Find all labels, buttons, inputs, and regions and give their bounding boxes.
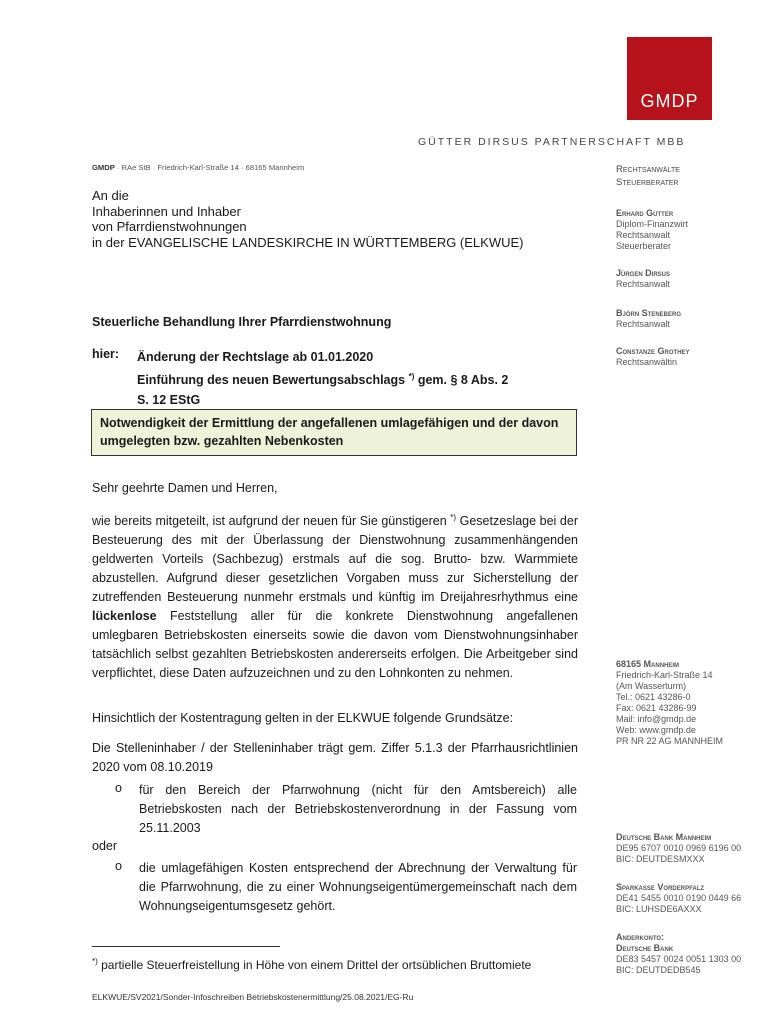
hier-line-2-b: gem. § 8 Abs. 2 <box>414 373 509 388</box>
office-title: 68165 Mannheim <box>616 659 680 669</box>
bank-line: DE95 6707 0010 0969 6196 00 <box>616 843 742 853</box>
para1-bold: lückenlose <box>92 609 157 624</box>
sidebar-title-2: Steuerberater <box>616 177 679 188</box>
partner-role: Steuerberater <box>616 241 672 251</box>
body-paragraph-2: Hinsichtlich der Kostentragung gelten in der ELKWUE folgende Grundsätze: <box>92 711 514 725</box>
partner-name: Björn Steneberg <box>616 308 682 318</box>
partner-role: Rechtsanwältin <box>616 357 678 367</box>
recipient-line: Inhaberinnen und Inhaber <box>92 203 241 219</box>
footnote-marker: *) <box>450 513 457 522</box>
bank-entry <box>616 832 741 865</box>
bank-title-2: Deutsche Bank <box>616 943 674 953</box>
partner-role: Rechtsanwalt <box>616 279 671 289</box>
salutation: Sehr geehrte Damen und Herren, <box>92 481 278 495</box>
footnote <box>92 957 531 972</box>
bank-line: BIC: DEUTDEDB545 <box>616 965 701 975</box>
gmdp-logo <box>627 37 712 120</box>
hier-line-2 <box>137 367 567 390</box>
partner-entry <box>616 308 681 330</box>
partner-name: Constanze Grothey <box>616 346 690 356</box>
recipient-address <box>92 188 524 250</box>
office-line: Mail: info@gmdp.de <box>616 714 697 724</box>
footnote-divider <box>92 946 280 947</box>
recipient-line: An die <box>92 188 129 203</box>
partner-role: Diplom-Finanzwirt <box>616 219 689 229</box>
bank-line: DE41 5455 0010 0190 0449 66 <box>616 893 742 903</box>
bank-title: Anderkonto: <box>616 932 665 942</box>
office-line: Fax: 0621 43286-99 <box>616 703 697 713</box>
firm-name: GÜTTER DIRSUS PARTNERSCHAFT MBB <box>418 136 686 148</box>
highlight-box: Notwendigkeit der Ermittlung der angefallenen umlagefähigen und der davon umgelegten bzw. gezahlten Nebenkosten <box>91 409 577 456</box>
logo-text: GMDP <box>640 91 699 111</box>
bank-entry <box>616 882 741 915</box>
para1-b: Gesetzeslage bei der Besteuerung des mit der Überlassung der Dienstwohnung zusammenhängenden geldwerten Vorteils (Sachbezug) erstmals auf die sog. Brutto- bzw. Warmmiete abzustellen. Aufgrund dieser gesetzlichen Vorgaben muss zur Sicherstellung der zutreffenden Besteuerung nunmehr erstmals und künftig im Dreijahresrhythmus eine <box>92 514 578 605</box>
bullet-marker: o <box>115 859 122 873</box>
sender-address: · RAe StB · Friedrich-Karl-Straße 14 · 68165 Mannheim <box>114 163 305 172</box>
sidebar-title-1: Rechtsanwälte <box>616 164 680 175</box>
bank-line: BIC: LUHSDE6AXXX <box>616 904 702 914</box>
footnote-text: partielle Steuerfreistellung in Höhe von einem Drittel der ortsüblichen Bruttomiete <box>97 958 532 972</box>
office-address <box>616 659 723 747</box>
recipient-line: von Pfarrdienstwohnungen <box>92 219 247 234</box>
bullet-item: die umlagefähigen Kosten entsprechend der Abrechnung der Verwaltung für die Pfarrwohnung, die zu einer Wohnungseigentümergemeinschaft nach dem Wohnungseigentumsgesetz gehört. <box>139 861 577 913</box>
hier-label: hier: <box>92 347 120 361</box>
bullet-item: für den Bereich der Pfarrwohnung (nicht für den Amtsbereich) alle Betriebskosten nach der Betriebskostenverordnung in der Fassung vom 25.11.2003 <box>139 783 577 835</box>
para1-c: Feststellung aller für die konkrete Dienstwohnung angefallenen umlegbaren Betriebskosten einerseits sowie die davon vom Dienstwohnungsinhaber tatsächlich selbst gezahlten Betriebskosten andererseits erfolgen. Die Arbeitgeber sind verpflichtet, diese Daten aufzuzeichnen und zu den Lohnkonten zu nehmen. <box>92 609 578 681</box>
recipient-line: in der EVANGELISCHE LANDESKIRCHE IN WÜRTTEMBERG (ELKWUE) <box>92 234 524 250</box>
body-paragraph-1 <box>92 508 578 683</box>
partner-name: Jürgen Dirsus <box>616 268 671 278</box>
office-line: Tel.: 0621 43286-0 <box>616 692 691 702</box>
bank-line: BIC: DEUTDESMXXX <box>616 854 705 864</box>
bank-entry <box>616 932 741 976</box>
hier-line-1: Änderung der Rechtslage ab 01.01.2020 <box>137 350 374 364</box>
sidebar-title <box>616 163 680 189</box>
partner-entry <box>616 268 670 290</box>
partner-role: Rechtsanwalt <box>616 319 671 329</box>
sender-brand: GMDP <box>92 163 115 172</box>
hier-text <box>137 347 567 410</box>
body-paragraph-3: Die Stelleninhaber / der Stelleninhaber trägt gem. Ziffer 5.1.3 der Pfarrhausrichtlinien 2020 vom 08.10.2019 <box>92 741 578 774</box>
bank-title: Sparkasse Vorderpfalz <box>616 882 705 892</box>
office-line: PR NR 22 AG MANNHEIM <box>616 736 724 746</box>
office-line: (Am Wasserturm) <box>616 681 687 691</box>
hier-line-3: S. 12 EStG <box>137 393 201 408</box>
partner-name: Erhard Gütter <box>616 208 674 218</box>
bank-title: Deutsche Bank Mannheim <box>616 832 712 842</box>
bullet-marker: o <box>115 781 122 795</box>
letter-subject: Steuerliche Behandlung Ihrer Pfarrdienstwohnung <box>92 315 392 329</box>
para1-a: wie bereits mitgeteilt, ist aufgrund der neuen für Sie günstigeren <box>92 514 451 529</box>
footnote-marker: *) <box>92 957 98 966</box>
office-line: Web: www.gmdp.de <box>616 725 696 735</box>
partner-entry <box>616 346 690 368</box>
partner-role: Rechtsanwalt <box>616 230 671 240</box>
footnote-marker: *) <box>408 372 415 381</box>
hier-line-2-a: Einführung des neuen Bewertungsabschlags <box>137 373 409 388</box>
footer-reference: ELKWUE/SV2021/Sonder-Infoschreiben Betriebskostenermittlung/25.08.2021/EG-Ru <box>92 992 414 1002</box>
oder-text: oder <box>92 839 118 853</box>
bank-line: DE83 5457 0024 0051 1303 00 <box>616 954 742 964</box>
office-line: Friedrich-Karl-Straße 14 <box>616 670 713 680</box>
partner-entry <box>616 208 688 252</box>
sender-line <box>92 163 304 172</box>
